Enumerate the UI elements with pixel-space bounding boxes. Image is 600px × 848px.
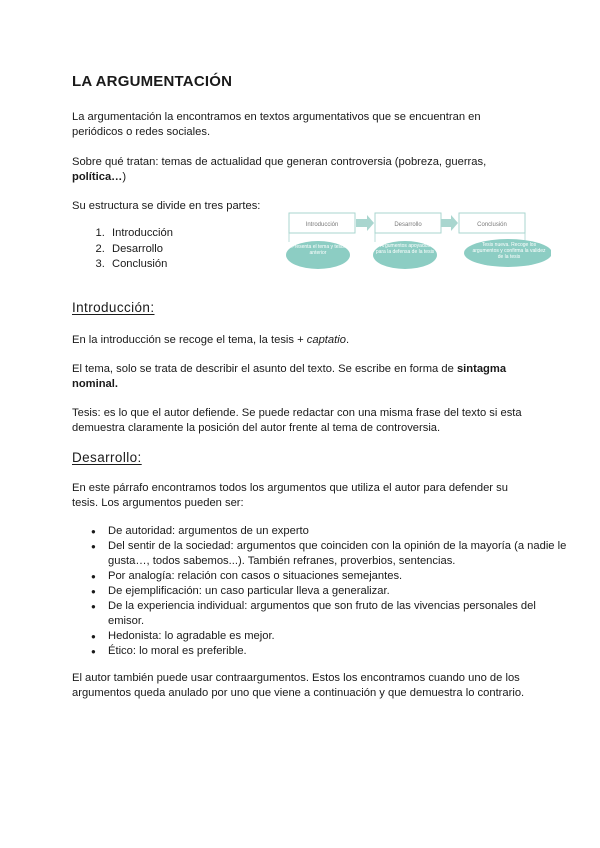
list-item: ● Hedonista: lo agradable es mejor.	[108, 629, 568, 644]
tema-text: El tema, solo se trata de describir el asunto del texto. Se escribe en forma de	[72, 363, 457, 375]
list-item: ● Por analogía: relación con casos o situaciones semejantes.	[108, 569, 568, 584]
diagram-note: Argumentos apoyados para la defensa de la tesis	[375, 243, 435, 255]
page-title: LA ARGUMENTACIÓN	[72, 73, 233, 90]
dev-intro: En este párrafo encontramos todos los argumentos que utiliza el autor para defender su tesis. Los argumentos pueden ser:	[72, 482, 508, 509]
intro-line	[72, 333, 532, 348]
tesis-paragraph: Tesis: es lo que el autor defiende. Se puede redactar con una misma frase del texto si esta demuestra claramente la posición del autor frente al tema de controversia.	[72, 407, 522, 434]
diagram-note: Presenta el tema y tesis anterior	[291, 244, 345, 256]
captatio-italic: captatio	[306, 334, 346, 346]
topics-suffix: )	[122, 171, 127, 183]
list-item: ● Del sentir de la sociedad: argumentos que coinciden con la opinión de la mayoría (a nadie le gusta…, todos sabemos...). También refranes, proverbios, sentencias.	[108, 539, 568, 569]
structure-diagram	[283, 210, 551, 270]
list-item: ● De la experiencia individual: argumentos que son fruto de las vivencias personales del emisor.	[108, 599, 568, 629]
arrow-icon	[441, 215, 458, 231]
counter-paragraph: El autor también puede usar contraargumentos. Estos los encontramos cuando uno de los argumentos queda anulado por uno que viene a continuación y que demuestra lo contrario.	[72, 672, 525, 699]
list-item: ● Ético: lo moral es preferible.	[108, 644, 568, 659]
topics-text: Sobre qué tratan: temas de actualidad que generan controversia (pobreza, guerras,	[72, 156, 487, 168]
tema-bold: sintagma nominal.	[72, 363, 507, 390]
list-item: ● De ejemplificación: un caso particular lleva a generalizar.	[108, 584, 568, 599]
section-heading-dev: Desarrollo:	[72, 450, 142, 465]
intro-line-text: En la introducción se recoge el tema, la tesis +	[72, 334, 307, 346]
arguments-list	[72, 524, 568, 659]
diagram-note: Tesis nueva. Recoge los argumentos y confirma la validez de la tesis	[472, 242, 546, 260]
list-item: 1. Introducción	[108, 226, 308, 242]
diagram-header: Introducción	[305, 222, 339, 228]
parts-list	[72, 226, 308, 273]
intro-paragraph: La argumentación la encontramos en textos argumentativos que se encuentran en periódicos o redes sociales.	[72, 111, 481, 138]
diagram-header: Desarrollo	[394, 222, 422, 228]
tema-paragraph	[72, 362, 532, 392]
intro-line-suffix: .	[345, 334, 350, 346]
list-item: ● De autoridad: argumentos de un experto	[108, 524, 568, 539]
topics-paragraph	[72, 155, 532, 185]
diagram-header: Conclusión	[477, 222, 507, 228]
arrow-icon	[356, 215, 374, 231]
structure-intro: Su estructura se divide en tres partes:	[72, 200, 261, 212]
list-item: 3. Conclusión	[108, 257, 308, 273]
list-item: 2. Desarrollo	[108, 242, 308, 258]
section-heading-intro: Introducción:	[72, 300, 155, 315]
topics-bold: política…	[72, 171, 123, 183]
